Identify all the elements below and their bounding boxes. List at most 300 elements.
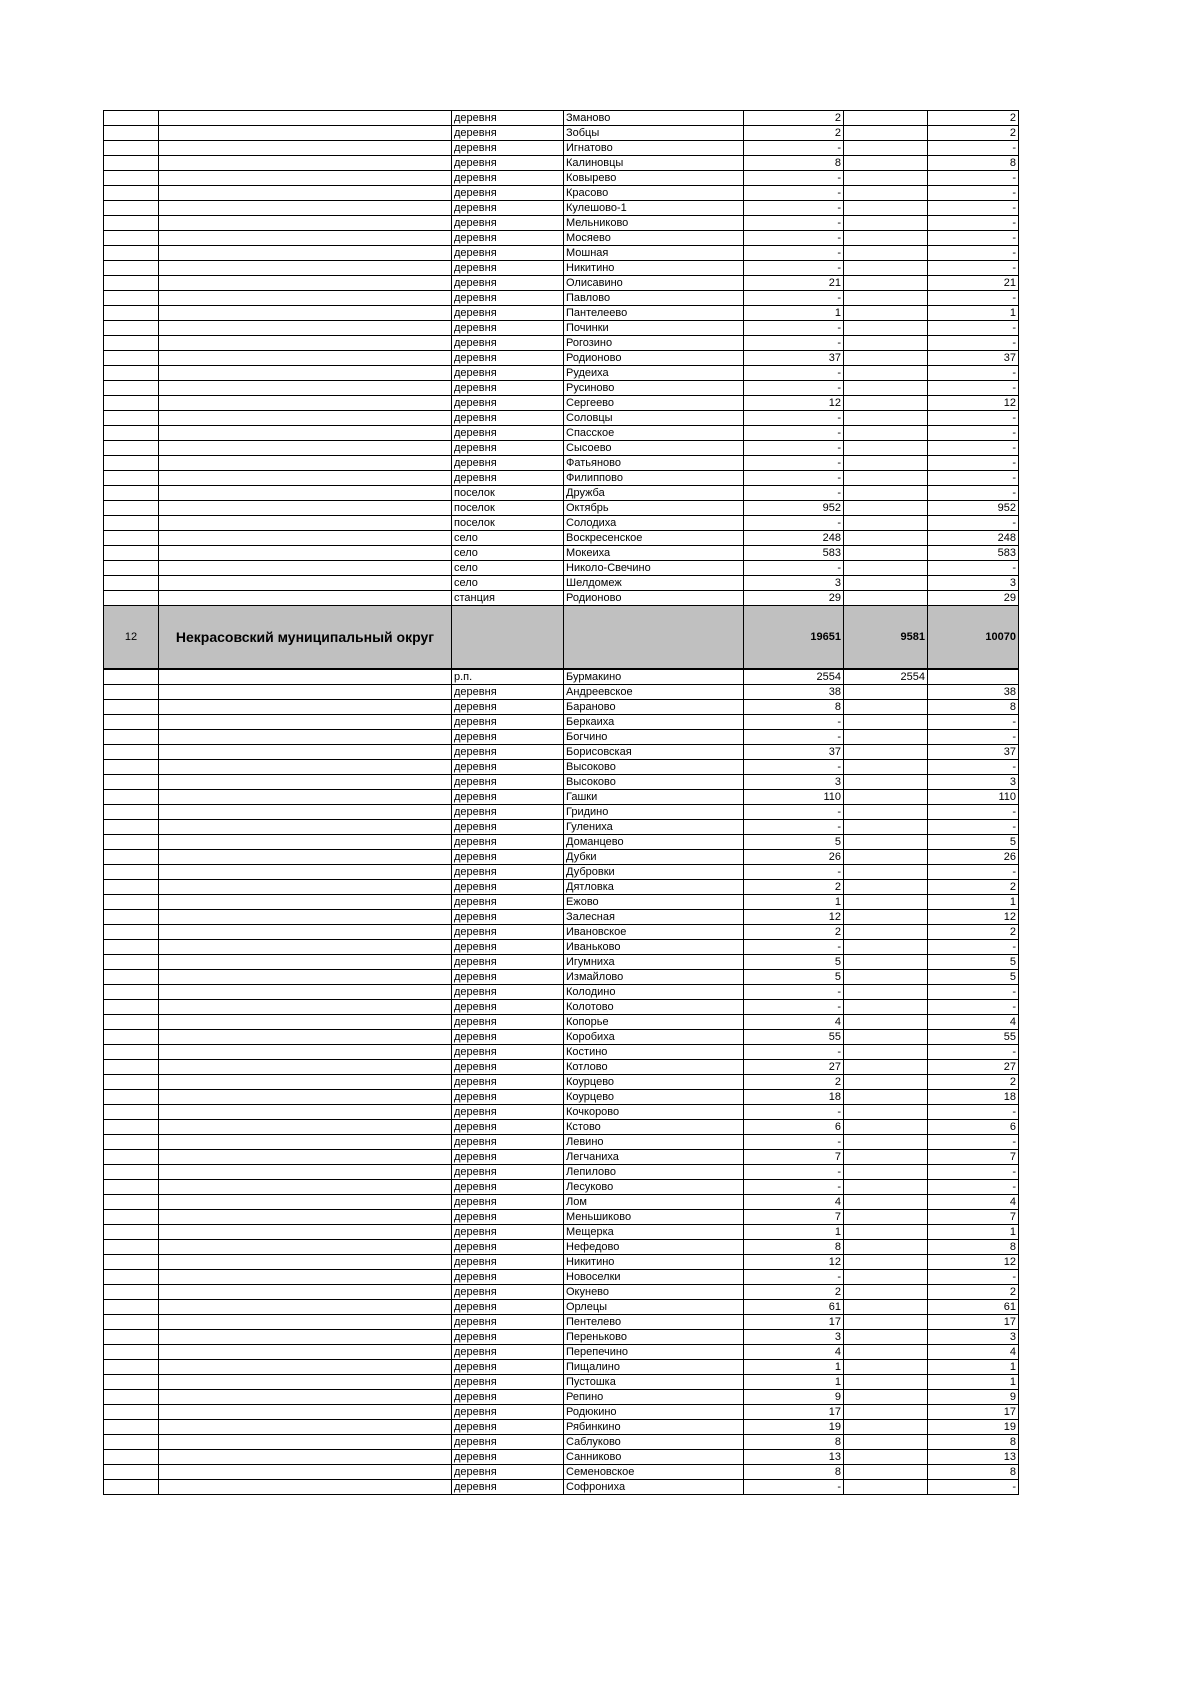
- district-cell: [159, 1330, 452, 1345]
- population-total: 2: [744, 880, 844, 895]
- population-rural: -: [928, 426, 1019, 441]
- population-rural: 8: [928, 1240, 1019, 1255]
- population-rural: -: [928, 1180, 1019, 1195]
- table-row: [104, 516, 1019, 531]
- table-row: [104, 576, 1019, 591]
- table-row: [104, 531, 1019, 546]
- population-total: -: [744, 760, 844, 775]
- settlement-type: деревня: [452, 1180, 564, 1195]
- population-total: 2: [744, 925, 844, 940]
- population-urban: [844, 940, 928, 955]
- district-cell: [159, 321, 452, 336]
- population-urban: [844, 1195, 928, 1210]
- district-cell: [159, 820, 452, 835]
- district-cell: [159, 1120, 452, 1135]
- population-rural: -: [928, 141, 1019, 156]
- number-cell: [104, 685, 159, 700]
- population-total: -: [744, 336, 844, 351]
- settlement-name: Игнатово: [564, 141, 744, 156]
- number-cell: [104, 1405, 159, 1420]
- population-total: -: [744, 426, 844, 441]
- settlement-type: деревня: [452, 1225, 564, 1240]
- table-row: [104, 381, 1019, 396]
- settlement-name: Орлецы: [564, 1300, 744, 1315]
- population-total: 7: [744, 1150, 844, 1165]
- population-urban: [844, 111, 928, 126]
- settlement-name: Пантелеево: [564, 306, 744, 321]
- settlement-type: деревня: [452, 1075, 564, 1090]
- settlement-name: Гулениха: [564, 820, 744, 835]
- settlement-name: Кочкорово: [564, 1105, 744, 1120]
- settlement-name: Залесная: [564, 910, 744, 925]
- population-urban: [844, 1000, 928, 1015]
- population-urban: [844, 156, 928, 171]
- population-rural: 4: [928, 1195, 1019, 1210]
- population-rural: -: [928, 246, 1019, 261]
- settlement-type: деревня: [452, 351, 564, 366]
- population-total: 2: [744, 1075, 844, 1090]
- population-total: 3: [744, 1330, 844, 1345]
- population-rural: 1: [928, 1360, 1019, 1375]
- settlement-name: Дятловка: [564, 880, 744, 895]
- population-rural: -: [928, 1105, 1019, 1120]
- population-urban: [844, 186, 928, 201]
- settlement-type: село: [452, 576, 564, 591]
- district-cell: [159, 745, 452, 760]
- population-urban: 2554: [844, 670, 928, 685]
- settlement-type: деревня: [452, 1135, 564, 1150]
- settlement-name: Кулешово-1: [564, 201, 744, 216]
- district-cell: [159, 970, 452, 985]
- settlement-name: Пустошка: [564, 1375, 744, 1390]
- settlement-type: деревня: [452, 1480, 564, 1495]
- population-total: -: [744, 441, 844, 456]
- population-rural: 952: [928, 501, 1019, 516]
- table-row: [104, 1420, 1019, 1435]
- population-total: 8: [744, 1465, 844, 1480]
- settlement-type: деревня: [452, 1330, 564, 1345]
- settlement-name: Семеновское: [564, 1465, 744, 1480]
- district-cell: [159, 1465, 452, 1480]
- district-rural: 10070: [928, 606, 1019, 669]
- population-urban: [844, 561, 928, 576]
- settlement-type: деревня: [452, 730, 564, 745]
- settlement-type: деревня: [452, 925, 564, 940]
- number-cell: [104, 1360, 159, 1375]
- population-urban: [844, 1345, 928, 1360]
- population-rural: 1: [928, 895, 1019, 910]
- population-rural: 8: [928, 700, 1019, 715]
- population-urban: [844, 231, 928, 246]
- settlement-name: Бурмакино: [564, 670, 744, 685]
- settlement-name: Пентелево: [564, 1315, 744, 1330]
- empty-cell: [564, 606, 744, 669]
- number-cell: [104, 111, 159, 126]
- population-rural: 1: [928, 306, 1019, 321]
- population-rural: -: [928, 321, 1019, 336]
- population-rural: 5: [928, 835, 1019, 850]
- population-urban: [844, 1180, 928, 1195]
- number-cell: [104, 411, 159, 426]
- settlement-type: деревня: [452, 715, 564, 730]
- number-cell: [104, 1285, 159, 1300]
- table-row: [104, 730, 1019, 745]
- population-total: 12: [744, 1255, 844, 1270]
- settlement-name: Мокеиха: [564, 546, 744, 561]
- district-cell: [159, 1090, 452, 1105]
- number-cell: [104, 925, 159, 940]
- district-cell: [159, 156, 452, 171]
- table-row: [104, 1465, 1019, 1480]
- table-row: [104, 1255, 1019, 1270]
- table-row: [104, 366, 1019, 381]
- settlement-type: деревня: [452, 411, 564, 426]
- table-row: [104, 670, 1019, 685]
- population-total: 29: [744, 591, 844, 606]
- table-row: [104, 441, 1019, 456]
- table-row: [104, 486, 1019, 501]
- table-row: [104, 1450, 1019, 1465]
- population-rural: 13: [928, 1450, 1019, 1465]
- number-cell: [104, 1210, 159, 1225]
- population-urban: [844, 730, 928, 745]
- district-cell: [159, 1300, 452, 1315]
- population-urban: [844, 790, 928, 805]
- number-cell: [104, 1390, 159, 1405]
- settlement-type: деревня: [452, 1450, 564, 1465]
- settlement-name: Никитино: [564, 261, 744, 276]
- settlement-name: Дружба: [564, 486, 744, 501]
- district-cell: [159, 700, 452, 715]
- table-row: [104, 1435, 1019, 1450]
- number-cell: [104, 865, 159, 880]
- district-cell: [159, 925, 452, 940]
- district-cell: [159, 561, 452, 576]
- population-total: -: [744, 715, 844, 730]
- population-rural: 6: [928, 1120, 1019, 1135]
- population-urban: [844, 715, 928, 730]
- population-rural: 2: [928, 126, 1019, 141]
- number-cell: [104, 186, 159, 201]
- district-cell: [159, 591, 452, 606]
- table-row: [104, 246, 1019, 261]
- settlement-type: деревня: [452, 1060, 564, 1075]
- district-cell: [159, 186, 452, 201]
- settlement-name: Меньшиково: [564, 1210, 744, 1225]
- district-cell: [159, 171, 452, 186]
- population-rural: 7: [928, 1150, 1019, 1165]
- number-cell: [104, 576, 159, 591]
- settlement-type: деревня: [452, 1255, 564, 1270]
- table-row: [104, 1060, 1019, 1075]
- population-total: 6: [744, 1120, 844, 1135]
- settlement-type: деревня: [452, 471, 564, 486]
- district-cell: [159, 835, 452, 850]
- population-urban: [844, 1390, 928, 1405]
- district-cell: [159, 1015, 452, 1030]
- settlement-name: Софрониха: [564, 1480, 744, 1495]
- population-urban: [844, 835, 928, 850]
- population-urban: [844, 426, 928, 441]
- number-cell: [104, 171, 159, 186]
- table-row: [104, 111, 1019, 126]
- population-total: 952: [744, 501, 844, 516]
- population-rural: -: [928, 1270, 1019, 1285]
- settlement-type: деревня: [452, 685, 564, 700]
- settlement-type: деревня: [452, 865, 564, 880]
- population-urban: [844, 1420, 928, 1435]
- population-rural: 2: [928, 925, 1019, 940]
- district-cell: [159, 141, 452, 156]
- population-total: 18: [744, 1090, 844, 1105]
- table-row: [104, 1315, 1019, 1330]
- settlement-name: Коробиха: [564, 1030, 744, 1045]
- settlement-name: Родионово: [564, 351, 744, 366]
- number-cell: [104, 546, 159, 561]
- settlement-type: деревня: [452, 1090, 564, 1105]
- number-cell: [104, 486, 159, 501]
- population-urban: [844, 760, 928, 775]
- population-total: 2: [744, 1285, 844, 1300]
- table-row: [104, 201, 1019, 216]
- population-rural: -: [928, 366, 1019, 381]
- district-cell: [159, 366, 452, 381]
- settlement-name: Воскресенское: [564, 531, 744, 546]
- number-cell: [104, 1090, 159, 1105]
- population-rural: 37: [928, 745, 1019, 760]
- table-row: [104, 1180, 1019, 1195]
- settlement-name: Санниково: [564, 1450, 744, 1465]
- number-cell: [104, 231, 159, 246]
- number-cell: [104, 1015, 159, 1030]
- population-urban: [844, 1360, 928, 1375]
- population-total: 61: [744, 1300, 844, 1315]
- number-cell: [104, 670, 159, 685]
- population-total: -: [744, 730, 844, 745]
- settlement-name: Борисовская: [564, 745, 744, 760]
- number-cell: [104, 141, 159, 156]
- settlement-name: Ежово: [564, 895, 744, 910]
- table-row: [104, 1210, 1019, 1225]
- settlement-type: деревня: [452, 456, 564, 471]
- table-row: [104, 351, 1019, 366]
- settlement-name: Колодино: [564, 985, 744, 1000]
- population-total: 5: [744, 835, 844, 850]
- number-cell: [104, 276, 159, 291]
- settlement-name: Гашки: [564, 790, 744, 805]
- population-urban: [844, 516, 928, 531]
- settlement-name: Гридино: [564, 805, 744, 820]
- table-row: [104, 321, 1019, 336]
- number-cell: [104, 805, 159, 820]
- population-rural: -: [928, 291, 1019, 306]
- population-urban: [844, 985, 928, 1000]
- population-urban: [844, 381, 928, 396]
- district-cell: [159, 1360, 452, 1375]
- population-rural: 18: [928, 1090, 1019, 1105]
- district-cell: [159, 531, 452, 546]
- settlement-type: деревня: [452, 970, 564, 985]
- population-urban: [844, 865, 928, 880]
- number-cell: [104, 955, 159, 970]
- population-rural: -: [928, 730, 1019, 745]
- population-total: 2: [744, 126, 844, 141]
- district-cell: [159, 441, 452, 456]
- settlement-name: Ковырево: [564, 171, 744, 186]
- settlement-type: деревня: [452, 760, 564, 775]
- settlement-type: деревня: [452, 745, 564, 760]
- district-cell: [159, 880, 452, 895]
- district-cell: [159, 1045, 452, 1060]
- table-row: [104, 805, 1019, 820]
- district-cell: [159, 426, 452, 441]
- population-urban: [844, 366, 928, 381]
- number-cell: [104, 1450, 159, 1465]
- population-urban: [844, 1270, 928, 1285]
- settlement-type: деревня: [452, 1120, 564, 1135]
- district-cell: [159, 1420, 452, 1435]
- number-cell: [104, 1180, 159, 1195]
- population-rural: -: [928, 820, 1019, 835]
- district-cell: [159, 1000, 452, 1015]
- population-total: -: [744, 366, 844, 381]
- population-rural: -: [928, 561, 1019, 576]
- number-cell: [104, 1195, 159, 1210]
- population-rural: -: [928, 1165, 1019, 1180]
- number-cell: [104, 715, 159, 730]
- settlement-type: поселок: [452, 501, 564, 516]
- settlement-name: Соловцы: [564, 411, 744, 426]
- population-urban: [844, 745, 928, 760]
- settlement-type: деревня: [452, 1015, 564, 1030]
- population-urban: [844, 1315, 928, 1330]
- settlement-type: станция: [452, 591, 564, 606]
- table-row: [104, 1015, 1019, 1030]
- district-cell: [159, 1345, 452, 1360]
- population-urban: [844, 1285, 928, 1300]
- settlement-name: Родюкино: [564, 1405, 744, 1420]
- number-cell: [104, 970, 159, 985]
- district-cell: [159, 775, 452, 790]
- population-rural: 2: [928, 1075, 1019, 1090]
- number-cell: [104, 516, 159, 531]
- table-row: [104, 471, 1019, 486]
- settlement-type: деревня: [452, 1345, 564, 1360]
- settlement-type: деревня: [452, 790, 564, 805]
- population-urban: [844, 201, 928, 216]
- population-urban: [844, 396, 928, 411]
- district-cell: [159, 261, 452, 276]
- population-total: 1: [744, 895, 844, 910]
- settlement-type: деревня: [452, 141, 564, 156]
- table-row: [104, 1285, 1019, 1300]
- population-urban: [844, 216, 928, 231]
- population-urban: [844, 1165, 928, 1180]
- settlement-type: деревня: [452, 1465, 564, 1480]
- population-total: 110: [744, 790, 844, 805]
- population-rural: -: [928, 261, 1019, 276]
- settlement-name: Андреевское: [564, 685, 744, 700]
- number-cell: [104, 426, 159, 441]
- population-total: 8: [744, 700, 844, 715]
- population-rural: -: [928, 171, 1019, 186]
- population-rural: -: [928, 1045, 1019, 1060]
- district-cell: [159, 546, 452, 561]
- number-cell: [104, 1225, 159, 1240]
- population-total: 8: [744, 1240, 844, 1255]
- population-rural: -: [928, 201, 1019, 216]
- settlement-name: Нефедово: [564, 1240, 744, 1255]
- number-cell: [104, 291, 159, 306]
- settlement-name: Павлово: [564, 291, 744, 306]
- table-body: [104, 111, 1019, 1495]
- settlement-type: деревня: [452, 955, 564, 970]
- number-cell: [104, 1150, 159, 1165]
- population-rural: 3: [928, 1330, 1019, 1345]
- settlement-name: Ивановское: [564, 925, 744, 940]
- population-rural: 8: [928, 1465, 1019, 1480]
- population-urban: [844, 276, 928, 291]
- population-total: 4: [744, 1195, 844, 1210]
- district-cell: [159, 955, 452, 970]
- number-cell: [104, 790, 159, 805]
- settlement-type: деревня: [452, 805, 564, 820]
- district-cell: [159, 126, 452, 141]
- number-cell: [104, 880, 159, 895]
- population-urban: [844, 336, 928, 351]
- district-cell: [159, 1180, 452, 1195]
- population-total: 2: [744, 111, 844, 126]
- population-rural: -: [928, 381, 1019, 396]
- table-row: [104, 970, 1019, 985]
- population-total: -: [744, 1105, 844, 1120]
- population-rural: 3: [928, 775, 1019, 790]
- settlement-name: Легчаниха: [564, 1150, 744, 1165]
- settlement-name: Высоково: [564, 760, 744, 775]
- population-urban: [844, 321, 928, 336]
- table-row: [104, 561, 1019, 576]
- population-rural: -: [928, 336, 1019, 351]
- population-rural: 27: [928, 1060, 1019, 1075]
- district-cell: [159, 1375, 452, 1390]
- population-total: -: [744, 186, 844, 201]
- settlement-type: деревня: [452, 336, 564, 351]
- table-row: [104, 276, 1019, 291]
- settlement-name: Левино: [564, 1135, 744, 1150]
- population-total: 8: [744, 1435, 844, 1450]
- table-row: [104, 1195, 1019, 1210]
- district-cell: [159, 201, 452, 216]
- population-rural: 55: [928, 1030, 1019, 1045]
- district-cell: [159, 985, 452, 1000]
- population-total: 1: [744, 1375, 844, 1390]
- settlement-name: Рудеиха: [564, 366, 744, 381]
- district-cell: [159, 670, 452, 685]
- population-rural: 9: [928, 1390, 1019, 1405]
- settlement-type: деревня: [452, 186, 564, 201]
- population-urban: [844, 1135, 928, 1150]
- district-name: Некрасовский муниципальный округ: [159, 606, 452, 669]
- district-cell: [159, 1285, 452, 1300]
- district-cell: [159, 715, 452, 730]
- settlement-name: Игумниха: [564, 955, 744, 970]
- table-row: [104, 411, 1019, 426]
- table-row: [104, 715, 1019, 730]
- settlement-type: деревня: [452, 231, 564, 246]
- population-total: -: [744, 1045, 844, 1060]
- district-cell: [159, 1225, 452, 1240]
- number-cell: [104, 1315, 159, 1330]
